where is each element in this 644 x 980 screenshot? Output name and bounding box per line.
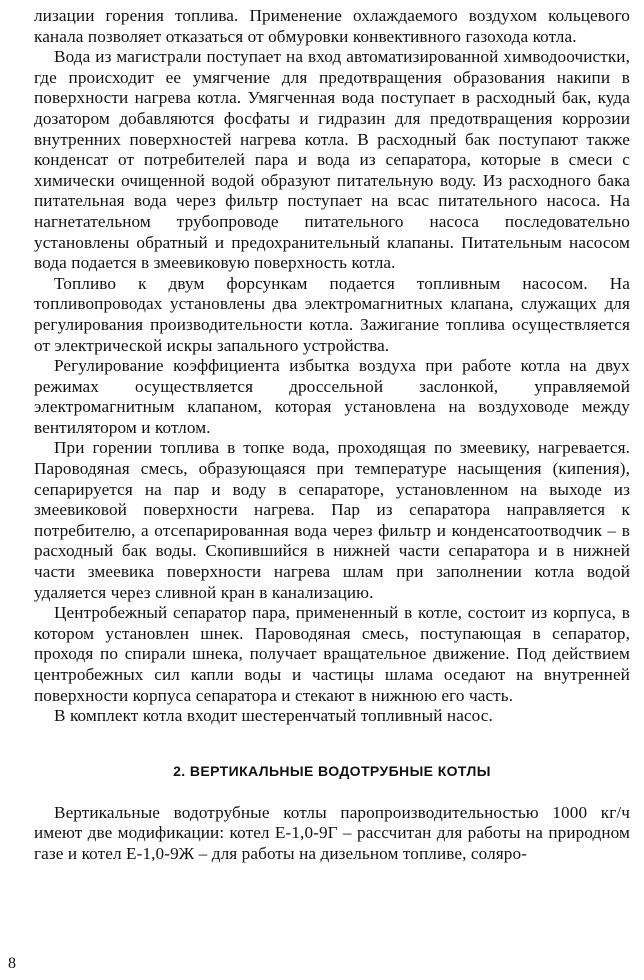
paragraph-water-treatment: Вода из магистрали поступает на вход автоматизированной химводоочистки, где происходит ее умягчение для предотвращения образования накипи в поверхности нагрева котла. Умягченная вода поступает в расходный бак, куда дозатором добавляются фосфаты и гидразин для предотвращения коррозии внутренних поверхностей нагрева котла. В расходный бак поступают также конденсат от потребителей пара и вода из сепаратора, которые в смеси с химически очищенной водой образуют питательную воду. Из расходного бака питательная вода через фильтр поступает на всас питательного насоса. На нагнетательном трубопроводе питательного насоса последовательно установлены обратный и предохранительный клапаны. Питательным насосом вода подается в змеевиковую поверхность котла. xyxy=(34,47,630,273)
paragraph-vertical-boilers: Вертикальные водотрубные котлы паропроизводительностью 1000 кг/ч имеют две модификации: котел Е-1,0-9Г – рассчитан для работы на природном газе и котел Е-1,0-9Ж – для работы на дизельном топливе, соляро- xyxy=(34,802,630,863)
paragraph-fuel-pump: В комплект котла входит шестеренчатый топливный насос. xyxy=(54,706,493,726)
body-text-after-heading xyxy=(34,803,630,865)
page-number: 8 xyxy=(8,955,16,972)
section-heading: 2. ВЕРТИКАЛЬНЫЕ ВОДОТРУБНЫЕ КОТЛЫ xyxy=(173,762,491,779)
paragraph-air-regulation: Регулирование коэффициента избытка воздуха при работе котла на двух режимах осуществляется дроссельной заслонкой, управляемой электромагнитным клапаном, которая установлена на воздуховоде между вентилятором и котлом. xyxy=(34,356,630,437)
paragraph-fuel-supply: Топливо к двум форсункам подается топливным насосом. На топливопроводах установлены два электромагнитных клапана, служащих для регулирования производительности котла. Зажигание топлива осуществляется от электрической искры запального устройства. xyxy=(34,273,630,355)
paragraph-centrifugal-separator: Центробежный сепаратор пара, примененный в котле, состоит из корпуса, в котором установлен шнек. Пароводяная смесь, поступающая в сепаратор, проходя по спирали шнека, получает вращательное движение. Под действием центробежных сил капли воды и частицы шлама оседают на внутренней поверхности корпуса сепаратора и стекают в нижнюю его часть. xyxy=(34,603,630,705)
paragraph-steam-separation: При горении топлива в топке вода, проходящая по змеевику, нагревается. Пароводяная смесь, образующаяся при температуре насыщения (кипения), сепарируется на пар и воду в сепараторе, установленном на выходе из змеевиковой поверхности нагрева. Пар из сепаратора направляется к потребителю, а отсепарированная вода через фильтр и конденсатоотводчик – в расходный бак воды. Скопившийся в нижней части сепаратора и в нижней части змеевика поверхности нагрева шлам при заполнении котла водой удаляется через сливной кран в канализацию. xyxy=(34,438,630,602)
body-text-before-heading xyxy=(34,6,630,727)
paragraph-combustion-stabilization: лизации горения топлива. Применение охлаждаемого воздухом кольцевого канала позволяет отказаться от обмуровки конвективного газохода котла. xyxy=(34,6,630,46)
